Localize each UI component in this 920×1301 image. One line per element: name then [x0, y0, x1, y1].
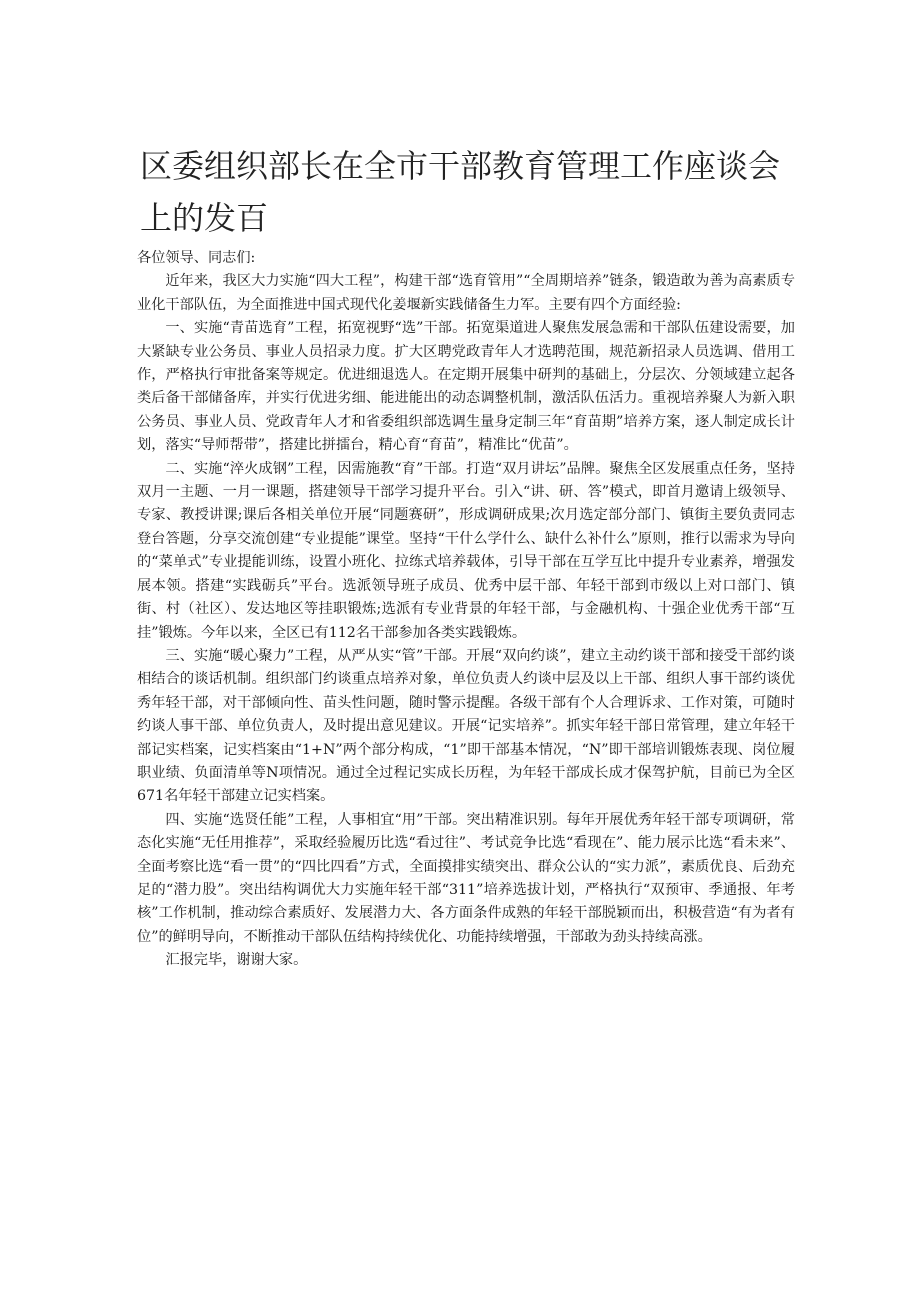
paragraph-section-4: 四、实施“选贤任能”工程，人事相宜“用”干部。突出精准识别。每年开展优秀年轻干部专项调研，常态化实施“无任用推荐”，采取经验履历比选“看过往”、考试竞争比选“看现在”、能力展示比选“看未来”、全面考察比选“看一贯”的“四比四看”方式，全面摸排实绩突出、群众公认的“实力派”，素质优良、后劲充足的“潜力股”。突出结构调优大力实施年轻干部“311”培养选拔计划，严格执行“双预审、季通报、年考核”工作机制，推动综合素质好、发展潜力大、各方面条件成熟的年轻干部脱颖而出，积极营造“有为者有位”的鲜明导向，不断推动干部队伍结构持续优化、功能持续增强，干部敢为劲头持续高涨。 [137, 811, 795, 945]
paragraph-section-1: 一、实施“青苗选育”工程，拓宽视野“选”干部。拓宽渠道进人聚焦发展急需和干部队伍建设需要，加大紧缺专业公务员、事业人员招录力度。扩大区聘党政青年人才选聘范围，规范新招录人员选调、借用工作，严格执行审批备案等规定。优进细退选人。在定期开展集中研判的基础上，分层次、分领域建立起各类后备干部储备库，并实行优进劣细、能进能出的动态调整机制，激活队伍活力。重视培养聚人为新入职公务员、事业人员、党政青年人才和省委组织部选调生量身定制三年“育苗期”培养方案，逐人制定成长计划，落实“导师帮带”，搭建比拼擂台，精心育“育苗”，精准比“优苗”。 [137, 320, 795, 454]
paragraph-section-3: 三、实施“暖心聚力”工程，从严从实“管”干部。开展“双向约谈”，建立主动约谈干部和接受干部约谈相结合的谈话机制。组织部门约谈重点培养对象，单位负责人约谈中层及以上干部、组织人事干部约谈优秀年轻干部，对干部倾向性、苗头性问题，随时警示提醒。各级干部有个人合理诉求、工作对策，可随时约谈人事干部、单位负责人，及时提出意见建议。开展“记实培养”。抓实年轻干部日常管理，建立年轻干部记实档案，记实档案由“1+N”两个部分构成，“1”即干部基本情况，“N”即干部培训锻炼表现、岗位履职业绩、负面清单等N项情况。通过全过程记实成长历程，为年轻干部成长成才保驾护航，目前已为全区671名年轻干部建立记实档案。 [137, 647, 795, 805]
paragraph-section-2: 二、实施“淬火成钢”工程，因需施教“育”干部。打造“双月讲坛”品牌。聚焦全区发展重点任务，坚持双月一主题、一月一课题，搭建领导干部学习提升平台。引入“讲、研、答”模式，即首月邀请上级领导、专家、教授讲课;课后各相关单位开展“同题赛研”，形成调研成果;次月选定部分部门、镇街主要负责同志登台答题，分享交流创建“专业提能”课堂。坚持“干什么学什么、缺什么补什么”原则，推行以需求为导向的“菜单式”专业提能训练，设置小班化、拉练式培养载体，引导干部在互学互比中提升专业素养，增强发展本领。搭建“实践砺兵”平台。选派领导班子成员、优秀中层干部、年轻干部到市级以上对口部门、镇街、村（社区）、发达地区等挂职锻炼;选派有专业背景的年轻干部，与金融机构、十强企业优秀干部“互挂”锻炼。今年以来，全区已有112名干部参加各类实践锻炼。 [137, 460, 795, 641]
salutation: 各位领导、同志们: [137, 250, 256, 266]
document-body [137, 247, 795, 973]
paragraph-intro: 近年来，我区大力实施“四大工程”，构建干部“选育管用”“全周期培养”链条，锻造敢为善为高素质专业化干部队伍，为全面推进中国式现代化姜堰新实践储备生力军。主要有四个方面经验: [137, 273, 795, 313]
paragraph-closing: 汇报完毕，谢谢大家。 [165, 952, 308, 969]
document-title: 区委组织部长在全市干部教育管理工作座谈会上的发百 [140, 147, 781, 237]
